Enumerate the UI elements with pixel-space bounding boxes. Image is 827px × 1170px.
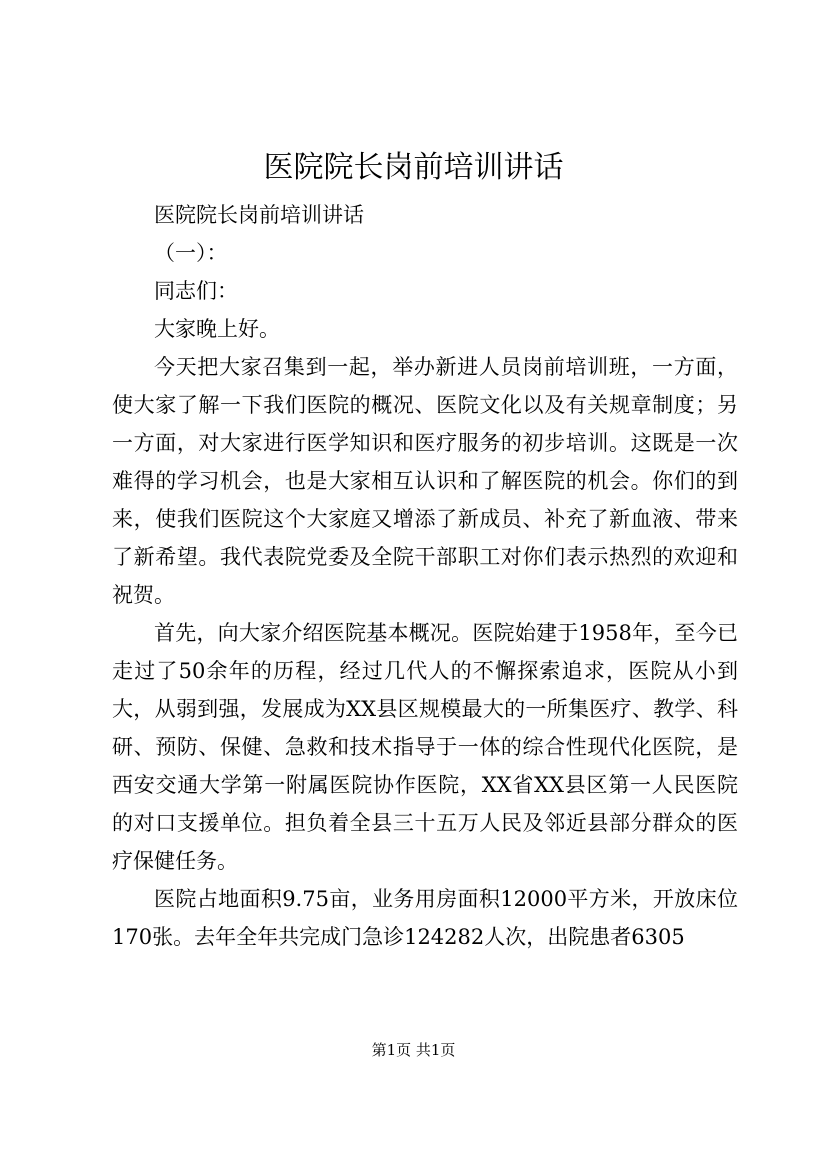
paragraph-greeting: 大家晚上好。 — [154, 317, 280, 341]
paragraph-introduction: 今天把大家召集到一起，举办新进人员岗前培训班，一方面，使大家了解一下我们医院的概况、医院文化以及有关规章制度；另一方面，对大家进行医学知识和医疗服务的初步培训。这既是一次难得的学习机会，也是大家相互认识和了解医院的机会。你们的到来，使我们医院这个大家庭又增添了新成员、补充了新血液、带来了新希望。我代表院党委及全院干部职工对你们表示热烈的欢迎和祝贺。 — [112, 355, 738, 607]
paragraph-hospital-statistics: 医院占地面积9.75亩，业务用房面积12000平方米，开放床位170张。去年全年共完成门急诊124282人次，出院患者6305 — [112, 887, 738, 949]
paragraph-hospital-overview: 首先，向大家介绍医院基本概况。医院始建于1958年，至今已走过了50余年的历程，经过几代人的不懈探索追求，医院从小到大，从弱到强，发展成为XX县区规模最大的一所集医疗、教学、科研、预防、保健、急救和技术指导于一体的综合性现代化医院，是西安交通大学第一附属医院协作医院，XX省XX县区第一人民医院的对口支援单位。担负着全县三十五万人民及邻近县部分群众的医疗保健任务。 — [112, 621, 738, 873]
paragraph-subtitle: 医院院长岗前培训讲话 — [154, 203, 364, 227]
document-title: 医院院长岗前培训讲话 — [263, 150, 564, 185]
page-footer: 第1页 共1页 — [371, 1041, 456, 1059]
paragraph-salutation: 同志们： — [154, 279, 238, 303]
paragraph-section-number: （一）： — [154, 241, 228, 265]
document-body — [112, 196, 738, 956]
